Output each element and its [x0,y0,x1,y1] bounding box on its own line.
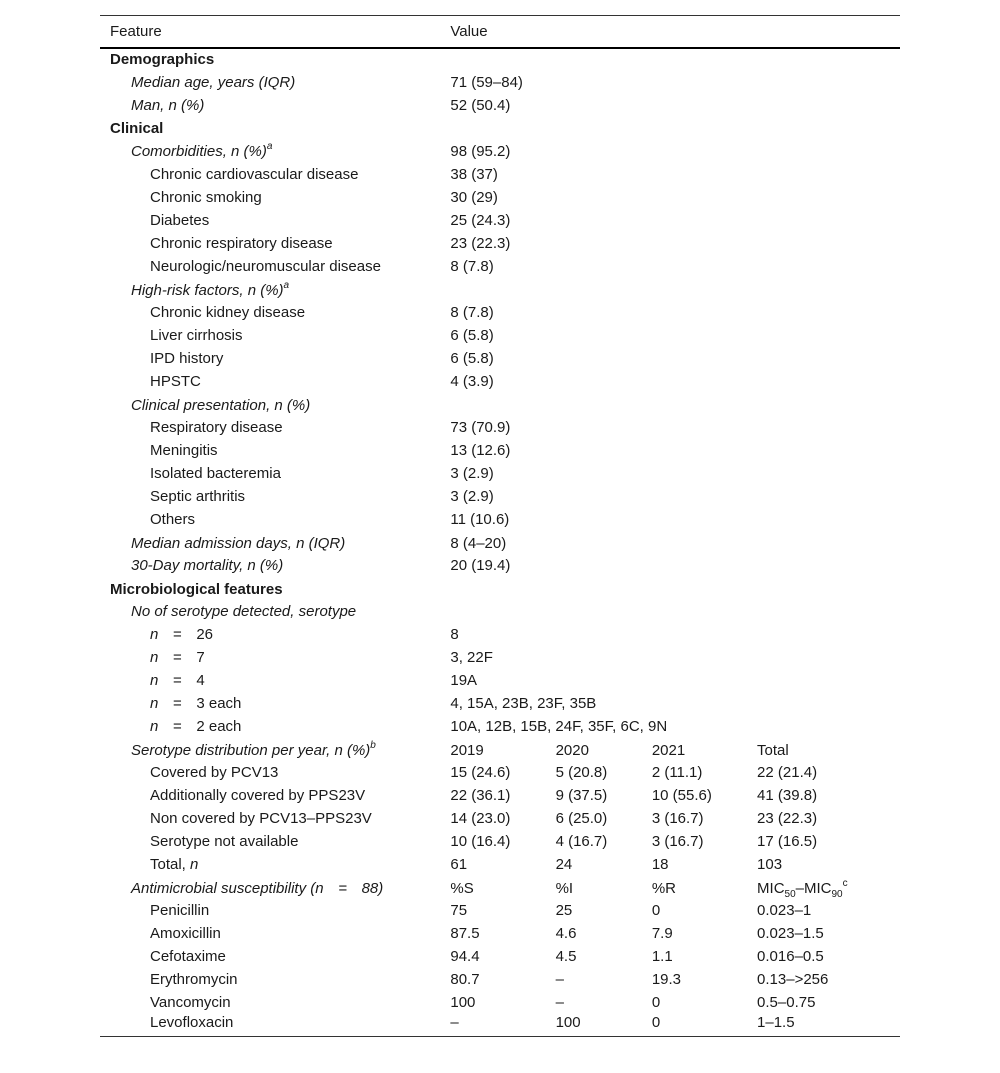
equals-symbol: = [172,625,182,643]
cell: 41 (39.8) [757,786,818,804]
row-label: Man, n (%) [131,96,205,114]
high-risk-label: High-risk factors, n (%) [131,281,284,299]
table-row [100,784,900,807]
row-label [100,140,450,163]
cell: 18 [651,855,669,873]
row-label [100,623,450,646]
col-header: 2021 [651,741,686,759]
total-n-symbol: n [190,855,199,873]
row-label: Chronic kidney disease [150,303,306,321]
cell: – [450,1014,459,1032]
row-label [100,853,450,876]
row-label: Isolated bacteremia [150,464,281,482]
data-table-container [100,15,900,1037]
cell: 6 (25.0) [555,809,608,827]
section-title-microbiological: Microbiological features [110,580,283,598]
n-symbol: n [150,671,159,689]
row-label: Diabetes [150,211,210,229]
cell: 87.5 [450,924,480,942]
row-value: 19A [450,671,478,689]
cell: 4.6 [555,924,577,942]
susceptibility-label-end: 88) [361,879,384,897]
section-title-demographics: Demographics [110,51,215,68]
table-row [100,186,900,209]
section-row-microbiological [100,577,900,600]
count: 26 [196,625,214,643]
table-row [100,761,900,784]
cell: 0 [651,993,661,1011]
table-row [100,646,900,669]
row-label: Median age, years (IQR) [131,73,296,91]
table-row [100,232,900,255]
cell: 25 [555,901,573,919]
equals-symbol: = [172,694,182,712]
cell: 17 (16.5) [757,832,818,850]
cell: 3 (16.7) [651,809,704,827]
header-value: Value [450,22,488,40]
table-row [100,94,900,117]
table-row [100,393,900,416]
equals-symbol: = [172,717,182,735]
cell: 61 [450,855,468,873]
cell: 0.023–1 [757,901,812,919]
row-label: Neurologic/neuromuscular disease [150,257,381,275]
cell: 4.5 [555,947,577,965]
cell: 9 (37.5) [555,786,608,804]
row-label: Amoxicillin [150,924,221,942]
table-row [100,807,900,830]
col-header: %R [651,879,676,897]
section-title-clinical: Clinical [110,119,164,137]
footnote-marker: c [842,877,848,889]
table-row-total [100,853,900,876]
row-value: 3 (2.9) [450,487,494,505]
col-header: %I [555,879,574,897]
row-value: 38 (37) [450,165,498,183]
row-value: 10A, 12B, 15B, 24F, 35F, 6C, 9N [450,717,668,735]
section-row-demographics [100,48,900,71]
table-row [100,876,900,899]
section-row-clinical [100,117,900,140]
row-value: 13 (12.6) [450,441,511,459]
table-row [100,508,900,531]
row-label: Covered by PCV13 [150,763,279,781]
row-label: IPD history [150,349,224,367]
row-value: 4 (3.9) [450,372,494,390]
cell: 24 [555,855,573,873]
cell: 3 (16.7) [651,832,704,850]
cell: 15 (24.6) [450,763,511,781]
row-label: Meningitis [150,441,218,459]
cell: 2 (11.1) [651,763,703,781]
n-symbol: n [150,694,159,712]
col-header: 2019 [450,741,484,759]
footnote-marker: a [283,279,290,291]
row-label: Chronic smoking [150,188,262,206]
count: 3 each [196,694,242,712]
table-row [100,347,900,370]
n-symbol: n [150,625,159,643]
row-value: 3, 22F [450,648,493,666]
row-label: Chronic cardiovascular disease [150,165,359,183]
cell: 75 [450,901,468,919]
cell: 7.9 [651,924,673,942]
table-row [100,462,900,485]
row-label: 30-Day mortality, n (%) [131,556,284,574]
row-label [100,876,450,899]
col-header-mic: $MIC_{50}-MIC_{90}^c$ [757,877,848,900]
row-label: Non covered by PCV13–PPS23V [150,809,372,827]
row-label: Median admission days, n (IQR) [131,534,346,552]
comorbidities-label: Comorbidities, n (%) [131,142,267,160]
row-label: Respiratory disease [150,418,283,436]
row-label [100,715,450,738]
row-label [100,278,900,301]
header-row [100,16,900,48]
cell: – [555,993,564,1011]
col-header: %S [450,879,474,897]
table-row [100,163,900,186]
row-label: Additionally covered by PPS23V [150,786,366,804]
row-label [100,738,450,761]
col-header: Total [757,741,789,759]
table-row [100,485,900,508]
cell: 1.1 [651,947,673,965]
table-row [100,1014,900,1037]
cell: 1–1.5 [757,1014,795,1032]
table-header [100,16,900,48]
row-label [100,692,450,715]
table-row [100,416,900,439]
row-label: Chronic respiratory disease [150,234,333,252]
table-row [100,830,900,853]
footnote-marker: b [370,739,376,751]
table-row [100,945,900,968]
count: 7 [196,648,205,666]
row-label [100,646,450,669]
row-label: Erythromycin [150,970,238,988]
n-symbol: n [150,717,159,735]
cell: 80.7 [450,970,480,988]
n-symbol: n [150,648,159,666]
row-value: 6 (5.8) [450,326,494,344]
row-value: 30 (29) [450,188,498,206]
row-value: 3 (2.9) [450,464,494,482]
cell: 100 [555,1014,581,1032]
row-label: Levofloxacin [150,1014,234,1032]
cell: 10 (16.4) [450,832,511,850]
row-value: 25 (24.3) [450,211,511,229]
table-row [100,71,900,94]
table-row [100,531,900,554]
cell: 0.5–0.75 [757,993,816,1011]
table-row [100,209,900,232]
row-label: Cefotaxime [150,947,226,965]
row-label: HPSTC [150,372,201,390]
cell: 94.4 [450,947,480,965]
table-body [100,48,900,1037]
cell: 0.13–>256 [757,970,829,988]
equals-symbol: = [172,648,182,666]
table-row [100,439,900,462]
row-value: 73 (70.9) [450,418,511,436]
row-label: Clinical presentation, n (%) [131,396,311,414]
table-row [100,991,900,1014]
row-label: Penicillin [150,901,210,919]
row-value: 11 (10.6) [450,510,510,528]
cell: 100 [450,993,476,1011]
patient-features-table [100,15,900,1037]
cell: 10 (55.6) [651,786,712,804]
total-label: Total, [150,855,191,873]
table-row [100,140,900,163]
count: 4 [196,671,205,689]
table-row [100,278,900,301]
cell: 0 [651,901,661,919]
row-value: 8 (7.8) [450,303,494,321]
table-row [100,922,900,945]
cell: 22 (21.4) [757,763,818,781]
cell: 4 (16.7) [555,832,608,850]
cell: 0.023–1.5 [757,924,824,942]
serotype-dist-label: Serotype distribution per year, n (%) [131,741,371,759]
table-row [100,623,900,646]
table-row [100,738,900,761]
row-value: 20 (19.4) [450,556,511,574]
col-header: 2020 [555,741,589,759]
cell: 19.3 [651,970,682,988]
count: 2 each [196,717,242,735]
table-row [100,554,900,577]
row-label: Vancomycin [150,993,231,1011]
table-row [100,692,900,715]
row-value: 8 (4–20) [450,534,507,552]
row-value: 4, 15A, 23B, 23F, 35B [450,694,597,712]
row-label: Liver cirrhosis [150,326,243,344]
row-value: 8 [450,625,459,643]
header-feature: Feature [110,22,162,40]
table-row [100,669,900,692]
footnote-marker: a [266,140,273,152]
row-value: 23 (22.3) [450,234,511,252]
cell: 103 [757,855,783,873]
cell: – [555,970,564,988]
row-label: Septic arthritis [150,487,246,505]
cell: 23 (22.3) [757,809,818,827]
table-row [100,899,900,922]
table-row [100,370,900,393]
equals-symbol: = [338,879,347,897]
row-value: 52 (50.4) [450,96,511,114]
cell: 0 [651,1014,661,1032]
cell: 14 (23.0) [450,809,511,827]
susceptibility-label-start: Antimicrobial susceptibility (n [131,879,324,897]
equals-symbol: = [172,671,182,689]
cell: 5 (20.8) [555,763,608,781]
row-value: 98 (95.2) [450,142,511,160]
table-row [100,715,900,738]
table-row [100,600,900,623]
table-row [100,255,900,278]
cell: 22 (36.1) [450,786,511,804]
row-value: 6 (5.8) [450,349,494,367]
cell: 0.016–0.5 [757,947,824,965]
table-row [100,301,900,324]
row-label: Serotype not available [150,832,299,850]
row-label: No of serotype detected, serotype [131,602,357,620]
table-row [100,968,900,991]
row-value: 8 (7.8) [450,257,494,275]
row-value: 71 (59–84) [450,73,523,91]
table-row [100,324,900,347]
row-label [100,669,450,692]
row-label: Others [150,510,196,528]
